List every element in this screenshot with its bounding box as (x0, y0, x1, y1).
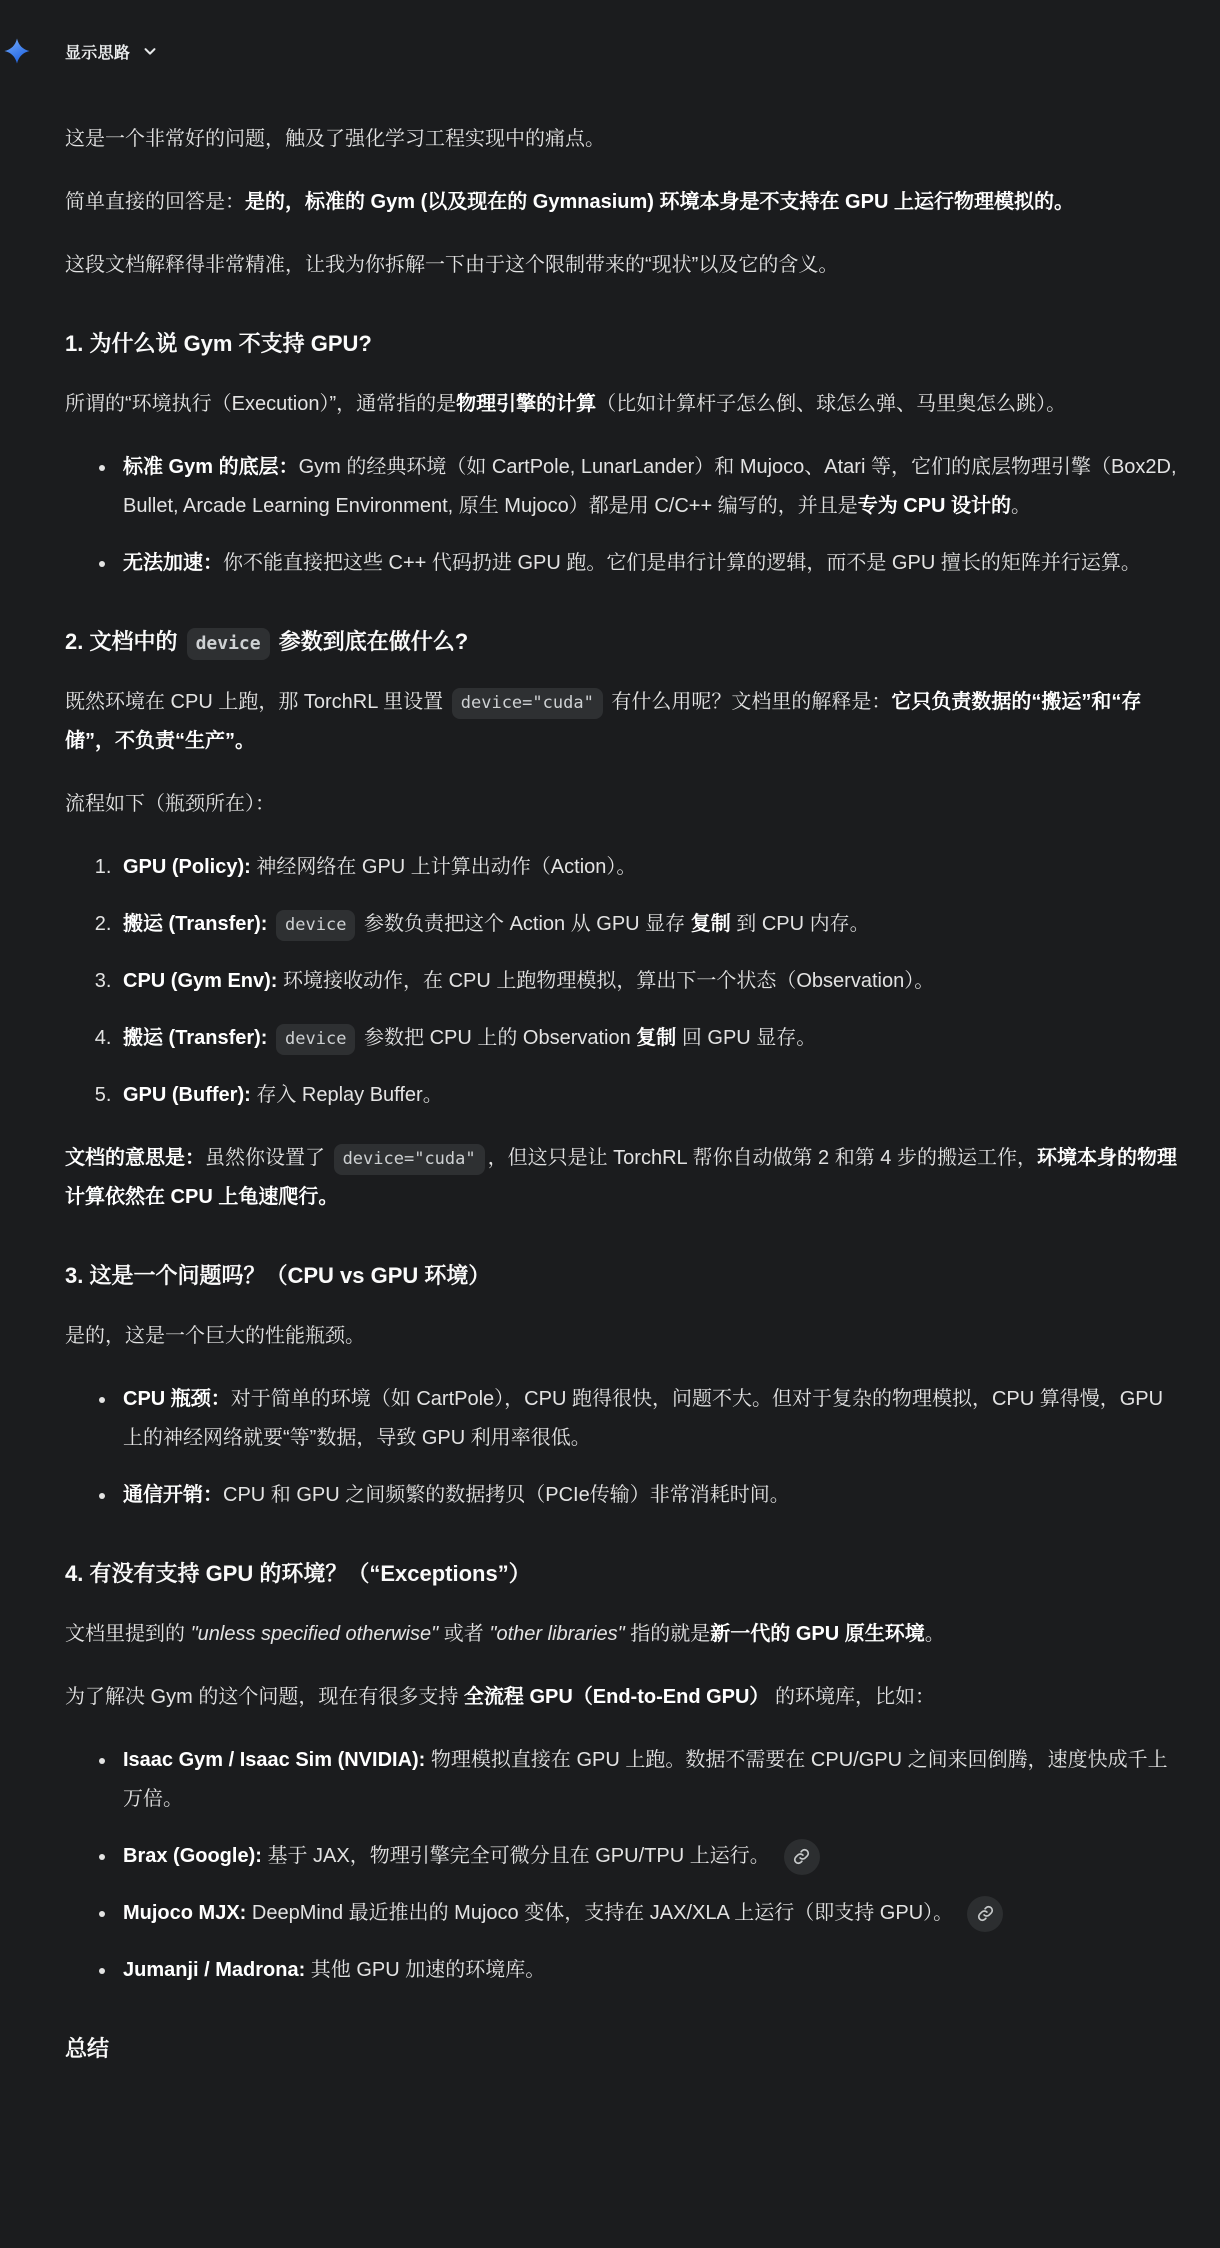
link-icon (792, 1847, 811, 1866)
text-run: DeepMind 最近推出的 Mujoco 变体，支持在 JAX/XLA 上运行（即支持 GPU）。 (246, 1902, 954, 1924)
chevron-down-icon (141, 42, 159, 60)
text-run: 总结 (65, 2036, 110, 2061)
response-content (0, 120, 1220, 2064)
list-item (117, 905, 1180, 944)
section-heading-1 (65, 329, 1180, 359)
text-run: 。 (1011, 495, 1032, 517)
text-run: 你不能直接把这些 C++ 代码扔进 GPU 跑。它们是串行计算的逻辑，而不是 GPU 擅长的矩阵并行运算。 (223, 552, 1141, 574)
list-item (117, 848, 1180, 887)
text-run: 基于 JAX，物理引擎完全可微分且在 GPU/TPU 上运行。 (261, 1845, 770, 1867)
text-run: Gym 的经典环境（如 CartPole, LunarLander）和 Mujoco、Atari 等，它们的底层物理引擎（Box2D, Bullet, Arcade Learning Environment, 原生 Mujoco）都是用 C/C++ 编写的，并且是 (123, 456, 1177, 517)
text-run: 既然环境在 CPU 上跑，那 TorchRL 里设置 (65, 691, 449, 713)
paragraph (65, 1615, 1180, 1654)
bullet-list (65, 1380, 1180, 1515)
text-run: Isaac Gym / Isaac Sim (NVIDIA): (123, 1749, 426, 1771)
text-run: CPU 和 GPU 之间频繁的数据拷贝（PCIe传输）非常消耗时间。 (223, 1484, 790, 1506)
text-run: 搬运 (Transfer): (123, 913, 268, 935)
text-run: 物理引擎的计算 (456, 393, 597, 415)
text-run: 到 CPU 内存。 (730, 913, 870, 935)
text-run: 神经网络在 GPU 上计算出动作（Action）。 (250, 856, 637, 878)
text-run: 参数把 CPU 上的 Observation (358, 1027, 637, 1049)
text-run: ，但这只是让 TorchRL 帮你自动做第 2 和第 4 步的搬运工作， (487, 1147, 1037, 1169)
paragraph (65, 1139, 1180, 1217)
text-run: 流程如下（瓶颈所在）： (65, 793, 275, 815)
inline-code-chip: device="cuda" (334, 1144, 485, 1175)
text-run: 通信开销： (123, 1484, 223, 1506)
text-run: "unless specified otherwise" (190, 1623, 439, 1645)
inline-code-chip: device="cuda" (452, 688, 603, 719)
list-item (117, 1380, 1180, 1458)
text-run: 环境本身的物理计算依然在 CPU 上龟速爬行。 (65, 1147, 1177, 1208)
gemini-sparkle-icon (4, 38, 30, 64)
text-run: 虽然你设置了 (205, 1147, 331, 1169)
text-run: 参数负责把这个 Action 从 GPU 显存 (358, 913, 691, 935)
list-item-text (123, 1902, 953, 1924)
text-run (267, 1027, 273, 1049)
text-run: 搬运 (Transfer): (123, 1027, 268, 1049)
text-run: 复制 (690, 913, 731, 935)
text-run: 是的，这是一个巨大的性能瓶颈。 (65, 1325, 365, 1347)
inline-code-chip: device (276, 1024, 355, 1055)
text-run: GPU (Policy): (123, 856, 251, 878)
text-run: 物理模拟直接在 GPU 上跑。数据不需要在 CPU/GPU 之间来回倒腾，速度快成千上万倍。 (123, 1749, 1168, 1810)
inline-code-chip: device (187, 628, 270, 660)
text-run: 所谓的“环境执行（Execution）”，通常指的是 (65, 393, 457, 415)
show-thinking-toggle[interactable] (65, 40, 159, 63)
section-heading-2 (65, 627, 1180, 657)
text-run: 专为 CPU 设计的 (857, 495, 1012, 517)
list-item (117, 1741, 1180, 1819)
list-item (117, 1476, 1180, 1515)
section-heading-summary (65, 2034, 1180, 2064)
text-run: 这段文档解释得非常精准，让我为你拆解一下由于这个限制带来的“现状”以及它的含义。 (65, 254, 839, 276)
text-run: Brax (Google): (123, 1845, 262, 1867)
list-item (117, 448, 1180, 526)
text-run: CPU 瓶颈： (123, 1388, 231, 1410)
source-link-button[interactable] (784, 1839, 820, 1875)
list-item (117, 1894, 1180, 1933)
list-item (117, 1951, 1180, 1990)
text-run: 3. 这是一个问题吗？（CPU vs GPU 环境） (65, 1263, 491, 1288)
show-thinking-label: 显示思路 (65, 44, 131, 62)
paragraph (65, 120, 1180, 159)
text-run: 为了解决 Gym 的这个问题，现在有很多支持 (65, 1686, 464, 1708)
list-item-text (123, 1845, 770, 1867)
text-run: 存入 Replay Buffer。 (250, 1084, 443, 1106)
text-run: 参数到底在做什么? (272, 629, 469, 654)
text-run: 文档的意思是： (65, 1147, 205, 1169)
text-run: 环境接收动作，在 CPU 上跑物理模拟，算出下一个状态（Observation）。 (277, 970, 935, 992)
section-heading-4 (65, 1559, 1180, 1589)
bullet-list (65, 1741, 1180, 1990)
paragraph (65, 683, 1180, 761)
text-run: Mujoco MJX: (123, 1902, 247, 1924)
text-run: 它只负责数据的“搬运”和“存储”，不负责“生产”。 (65, 691, 1142, 752)
list-item (117, 962, 1180, 1001)
text-run: GPU (Buffer): (123, 1084, 251, 1106)
text-run: 全流程 GPU（End-to-End GPU） (463, 1686, 770, 1708)
list-item (117, 1076, 1180, 1115)
paragraph (65, 183, 1180, 222)
text-run: 有什么用呢？文档里的解释是： (605, 691, 892, 713)
text-run: 1. 为什么说 Gym 不支持 GPU? (65, 331, 372, 356)
text-run: 简单直接的回答是： (65, 191, 245, 213)
text-run (267, 913, 273, 935)
text-run: 文档里提到的 (65, 1623, 191, 1645)
bullet-list (65, 448, 1180, 583)
paragraph (65, 1317, 1180, 1356)
text-run: 对于简单的环境（如 CartPole），CPU 跑得很快，问题不大。但对于复杂的物理模拟，CPU 算得慢，GPU 上的神经网络就要“等”数据，导致 GPU 利用率很低。 (123, 1388, 1164, 1449)
text-run: 这是一个非常好的问题，触及了强化学习工程实现中的痛点。 (65, 128, 605, 150)
paragraph (65, 246, 1180, 285)
text-run: 复制 (636, 1027, 677, 1049)
inline-code-chip: device (276, 910, 355, 941)
text-run: 4. 有没有支持 GPU 的环境？（“Exceptions”） (65, 1561, 531, 1586)
paragraph (65, 785, 1180, 824)
list-item (117, 1019, 1180, 1058)
text-run: "other libraries" (489, 1623, 625, 1645)
text-run: 标准 Gym 的底层： (123, 456, 299, 478)
text-run: CPU (Gym Env): (123, 970, 278, 992)
thinking-header (0, 0, 1220, 64)
source-link-button[interactable] (967, 1896, 1003, 1932)
paragraph (65, 385, 1180, 424)
text-run: 其他 GPU 加速的环境库。 (305, 1959, 546, 1981)
list-item (117, 1837, 1180, 1876)
list-item (117, 544, 1180, 583)
text-run: 的环境库，比如： (769, 1686, 935, 1708)
text-run: 回 GPU 显存。 (676, 1027, 817, 1049)
text-run: 指的就是 (624, 1623, 711, 1645)
section-heading-3 (65, 1261, 1180, 1291)
text-run: （比如计算杆子怎么倒、球怎么弹、马里奥怎么跳）。 (596, 393, 1067, 415)
text-run: 是的，标准的 Gym (以及现在的 Gymnasium) 环境本身是不支持在 GPU 上运行物理模拟的。 (245, 191, 1074, 213)
numbered-list (65, 848, 1180, 1115)
text-run: 无法加速： (123, 552, 223, 574)
paragraph (65, 1678, 1180, 1717)
text-run: 2. 文档中的 (65, 629, 184, 654)
text-run: 新一代的 GPU 原生环境 (710, 1623, 925, 1645)
text-run: 。 (924, 1623, 945, 1645)
text-run: Jumanji / Madrona: (123, 1959, 306, 1981)
text-run: 或者 (438, 1623, 490, 1645)
link-icon (976, 1904, 995, 1923)
